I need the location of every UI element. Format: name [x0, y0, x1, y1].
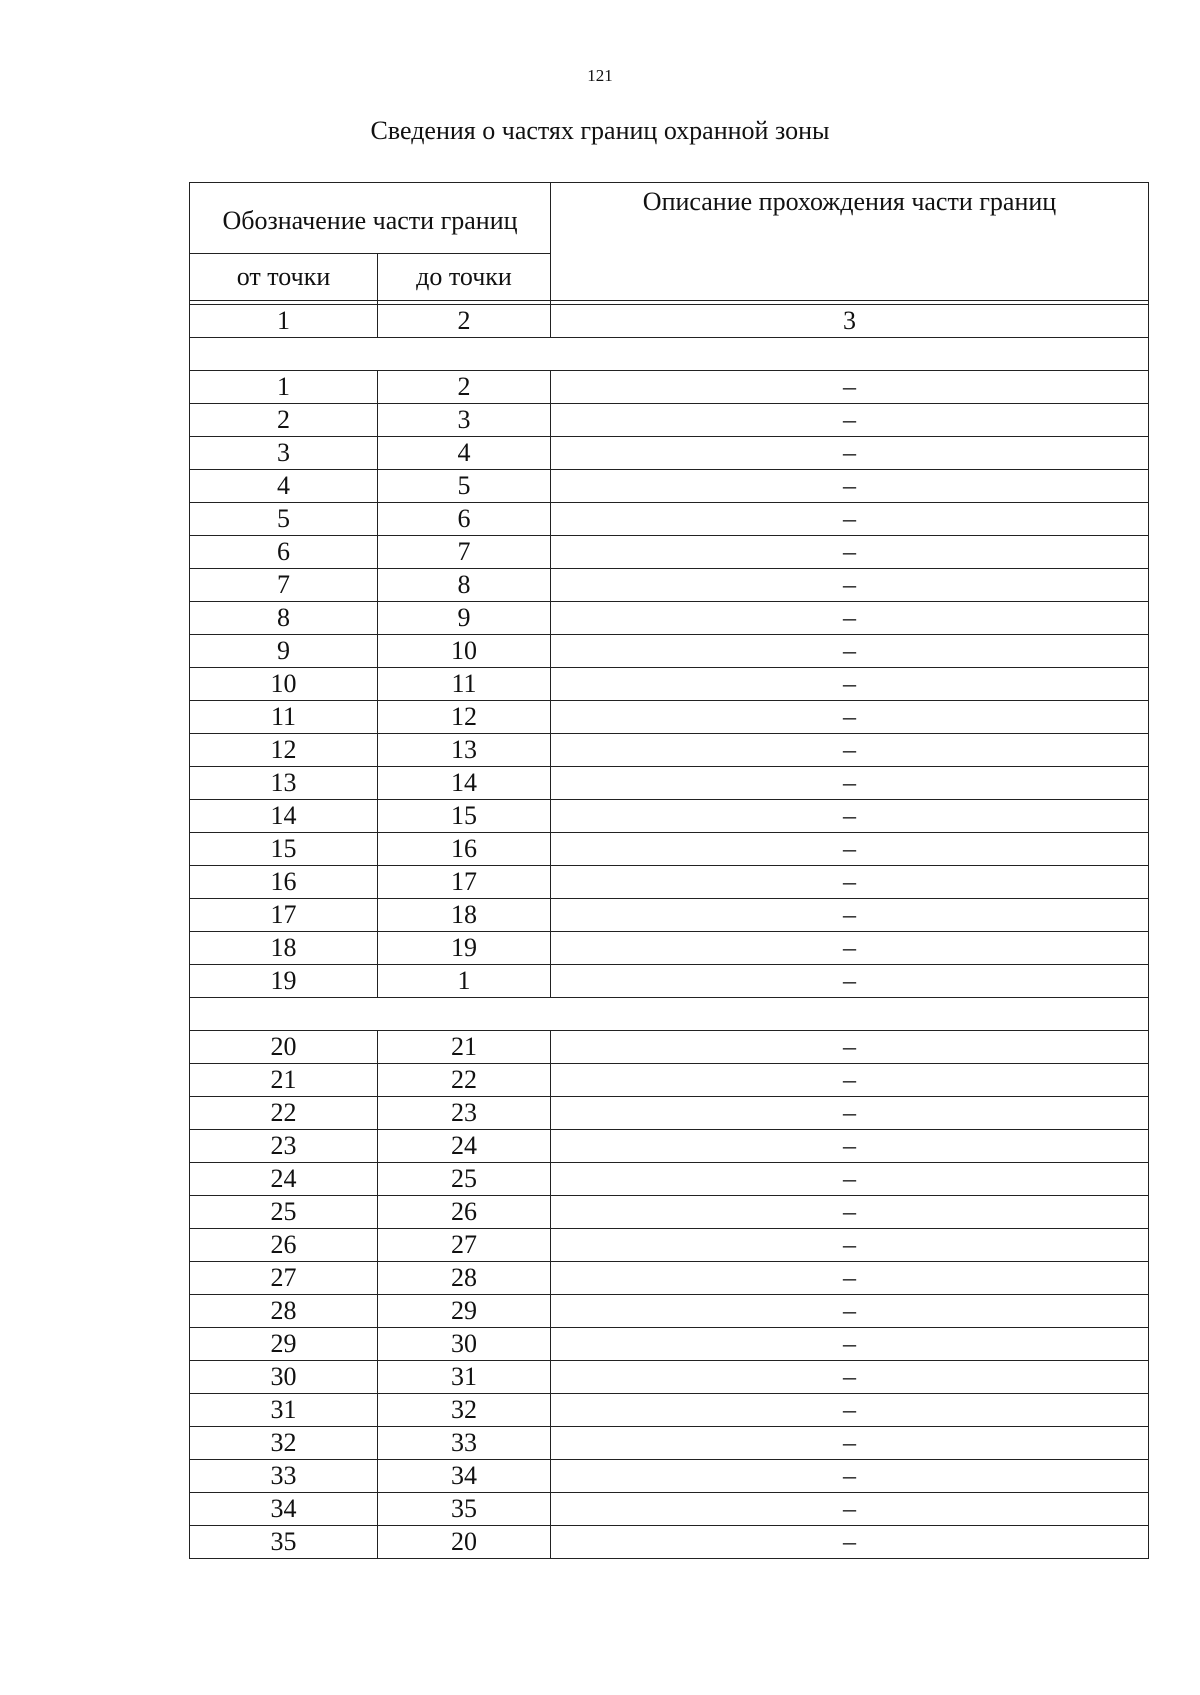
description-cell: –	[551, 1460, 1149, 1493]
table-row	[190, 569, 1149, 602]
table-row	[190, 1130, 1149, 1163]
section-1-label	[190, 338, 1149, 371]
description-cell: –	[551, 569, 1149, 602]
from-point-cell: 7	[190, 569, 378, 602]
from-point-cell: 35	[190, 1526, 378, 1559]
table-row	[190, 668, 1149, 701]
to-point-cell: 33	[378, 1427, 551, 1460]
description-cell: –	[551, 734, 1149, 767]
designation-header-label: Обозначение части границ	[222, 206, 518, 235]
to-point-cell: 25	[378, 1163, 551, 1196]
table-row	[190, 734, 1149, 767]
to-point-cell: 24	[378, 1130, 551, 1163]
description-cell: –	[551, 635, 1149, 668]
from-point-cell: 10	[190, 668, 378, 701]
table-row	[190, 1460, 1149, 1493]
table-row	[190, 965, 1149, 998]
table-row	[190, 1163, 1149, 1196]
to-point-cell: 19	[378, 932, 551, 965]
from-point-cell: 20	[190, 1031, 378, 1064]
section-1-row	[190, 338, 1149, 371]
from-point-cell: 21	[190, 1064, 378, 1097]
table-row	[190, 1328, 1149, 1361]
from-point-cell: 30	[190, 1361, 378, 1394]
description-cell: –	[551, 1064, 1149, 1097]
description-cell: –	[551, 767, 1149, 800]
from-point-cell: 23	[190, 1130, 378, 1163]
to-point-cell: 20	[378, 1526, 551, 1559]
description-cell: –	[551, 437, 1149, 470]
from-point-cell: 12	[190, 734, 378, 767]
from-point-cell: 34	[190, 1493, 378, 1526]
column-number-1: 1	[190, 305, 378, 338]
description-cell: –	[551, 833, 1149, 866]
from-point-cell: 9	[190, 635, 378, 668]
from-point-cell: 4	[190, 470, 378, 503]
from-point-cell: 17	[190, 899, 378, 932]
description-cell: –	[551, 1427, 1149, 1460]
from-point-cell: 26	[190, 1229, 378, 1262]
table-row	[190, 470, 1149, 503]
from-point-cell: 8	[190, 602, 378, 635]
to-point-cell: 31	[378, 1361, 551, 1394]
table-row	[190, 767, 1149, 800]
from-point-cell: 1	[190, 371, 378, 404]
to-point-cell: 22	[378, 1064, 551, 1097]
description-cell: –	[551, 1163, 1149, 1196]
from-point-cell: 13	[190, 767, 378, 800]
from-point-cell: 15	[190, 833, 378, 866]
description-cell: –	[551, 470, 1149, 503]
to-point-cell: 4	[378, 437, 551, 470]
table-row	[190, 866, 1149, 899]
table-row	[190, 701, 1149, 734]
to-point-cell: 12	[378, 701, 551, 734]
from-point-cell: 31	[190, 1394, 378, 1427]
description-cell: –	[551, 1493, 1149, 1526]
section-2-row	[190, 998, 1149, 1031]
from-point-cell: 22	[190, 1097, 378, 1130]
description-cell: –	[551, 1130, 1149, 1163]
description-cell: –	[551, 899, 1149, 932]
to-point-cell: 5	[378, 470, 551, 503]
table-row	[190, 404, 1149, 437]
table-row	[190, 1526, 1149, 1559]
table-row	[190, 371, 1149, 404]
to-point-cell: 29	[378, 1295, 551, 1328]
to-point-cell: 15	[378, 800, 551, 833]
from-point-cell: 28	[190, 1295, 378, 1328]
column-number-row	[190, 305, 1149, 338]
boundary-parts-table	[189, 182, 1149, 1559]
description-cell: –	[551, 800, 1149, 833]
to-point-cell: 32	[378, 1394, 551, 1427]
description-header	[551, 183, 1149, 301]
description-cell: –	[551, 1295, 1149, 1328]
from-point-cell: 11	[190, 701, 378, 734]
to-point-cell: 16	[378, 833, 551, 866]
table-row	[190, 932, 1149, 965]
to-point-header: до точки	[378, 254, 551, 301]
table-row	[190, 1031, 1149, 1064]
from-point-cell: 18	[190, 932, 378, 965]
to-point-cell: 11	[378, 668, 551, 701]
to-point-cell: 9	[378, 602, 551, 635]
from-point-cell: 33	[190, 1460, 378, 1493]
document-title: Сведения о частях границ охранной зоны	[370, 116, 830, 145]
table-row	[190, 1361, 1149, 1394]
description-cell: –	[551, 1196, 1149, 1229]
to-point-cell: 21	[378, 1031, 551, 1064]
description-cell: –	[551, 536, 1149, 569]
from-point-header: от точки	[190, 254, 378, 301]
description-cell: –	[551, 503, 1149, 536]
table-row	[190, 536, 1149, 569]
from-point-cell: 5	[190, 503, 378, 536]
description-cell: –	[551, 965, 1149, 998]
to-point-cell: 17	[378, 866, 551, 899]
from-point-cell: 19	[190, 965, 378, 998]
section-2-label	[190, 998, 1149, 1031]
description-cell: –	[551, 602, 1149, 635]
from-point-cell: 32	[190, 1427, 378, 1460]
description-cell: –	[551, 1031, 1149, 1064]
description-cell: –	[551, 701, 1149, 734]
table-row	[190, 503, 1149, 536]
designation-header	[190, 183, 551, 254]
column-number-2: 2	[378, 305, 551, 338]
to-point-cell: 23	[378, 1097, 551, 1130]
table-row	[190, 800, 1149, 833]
from-point-cell: 27	[190, 1262, 378, 1295]
column-number-3: 3	[551, 305, 1149, 338]
to-point-cell: 18	[378, 899, 551, 932]
table-row	[190, 1427, 1149, 1460]
to-point-cell: 34	[378, 1460, 551, 1493]
to-point-cell: 27	[378, 1229, 551, 1262]
to-point-cell: 26	[378, 1196, 551, 1229]
table-row	[190, 635, 1149, 668]
to-point-cell: 8	[378, 569, 551, 602]
description-cell: –	[551, 1526, 1149, 1559]
description-header-label: Описание прохождения части границ	[642, 187, 1057, 216]
table-row	[190, 1493, 1149, 1526]
table-row	[190, 1262, 1149, 1295]
from-point-cell: 14	[190, 800, 378, 833]
to-point-cell: 7	[378, 536, 551, 569]
page-number: 121	[587, 66, 613, 85]
description-cell: –	[551, 1097, 1149, 1130]
to-point-cell: 2	[378, 371, 551, 404]
description-cell: –	[551, 932, 1149, 965]
to-point-cell: 30	[378, 1328, 551, 1361]
to-point-cell: 28	[378, 1262, 551, 1295]
table-row	[190, 833, 1149, 866]
to-point-cell: 3	[378, 404, 551, 437]
from-point-cell: 2	[190, 404, 378, 437]
description-cell: –	[551, 1361, 1149, 1394]
table-header-row	[190, 183, 1149, 254]
to-point-cell: 13	[378, 734, 551, 767]
from-point-cell: 24	[190, 1163, 378, 1196]
description-cell: –	[551, 866, 1149, 899]
table-row	[190, 1097, 1149, 1130]
description-cell: –	[551, 1394, 1149, 1427]
description-cell: –	[551, 1229, 1149, 1262]
table-row	[190, 1295, 1149, 1328]
from-point-cell: 3	[190, 437, 378, 470]
to-point-cell: 35	[378, 1493, 551, 1526]
description-cell: –	[551, 1262, 1149, 1295]
table-row	[190, 899, 1149, 932]
to-point-cell: 14	[378, 767, 551, 800]
table-row	[190, 437, 1149, 470]
description-cell: –	[551, 668, 1149, 701]
from-point-cell: 6	[190, 536, 378, 569]
to-point-cell: 6	[378, 503, 551, 536]
table-row	[190, 1394, 1149, 1427]
from-point-cell: 29	[190, 1328, 378, 1361]
table-row	[190, 1196, 1149, 1229]
description-cell: –	[551, 404, 1149, 437]
table-row	[190, 602, 1149, 635]
from-point-cell: 25	[190, 1196, 378, 1229]
description-cell: –	[551, 1328, 1149, 1361]
to-point-cell: 10	[378, 635, 551, 668]
table-row	[190, 1229, 1149, 1262]
to-point-cell: 1	[378, 965, 551, 998]
table-row	[190, 1064, 1149, 1097]
description-cell: –	[551, 371, 1149, 404]
from-point-cell: 16	[190, 866, 378, 899]
